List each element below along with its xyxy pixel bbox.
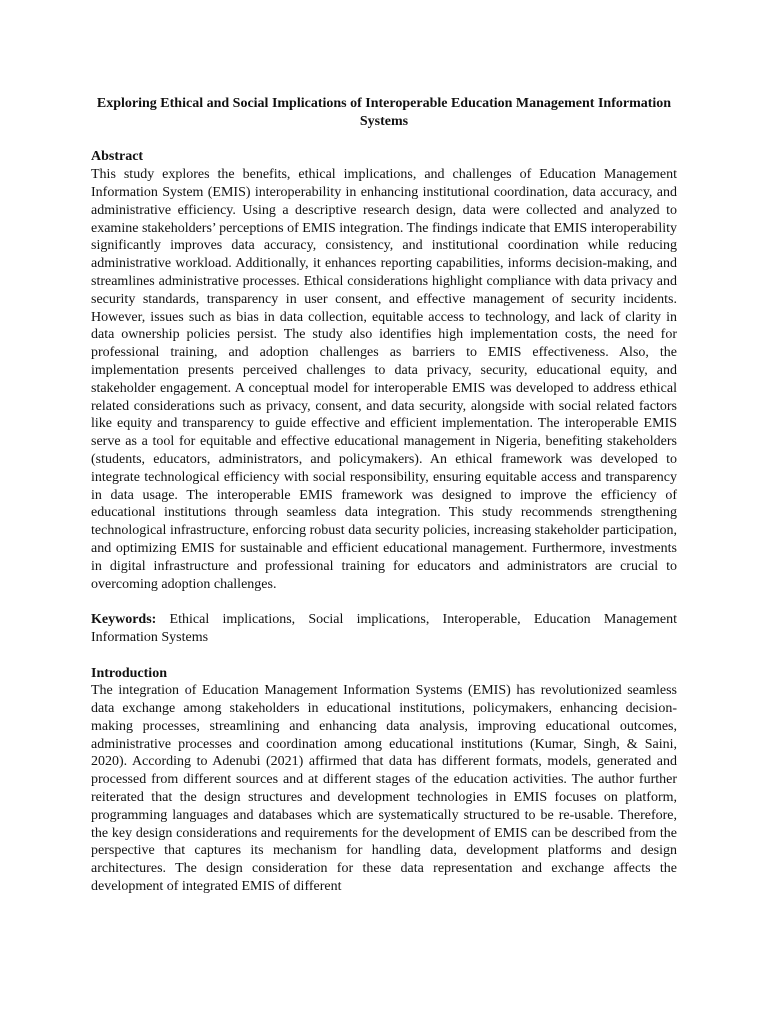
abstract-heading: Abstract: [91, 149, 144, 165]
spacer: [91, 593, 677, 611]
introduction-paragraph: The integration of Education Management Information Systems (EMIS) has revolutionized seamless data exchange among stakeholders in educational institutions, policymakers, enhancing decision-making processes, streamlining and enhancing data analysis, improving educational outcomes, administrative processes and coordination among educational institutions (Kumar, Singh, & Saini, 2020). According to Adenubi (2021) affirmed that data has different formats, models, generated and processed from different sources and at different stages of the education activities. The author further reiterated that the design structures and development technologies in EMIS focuses on platform, programming languages and databases which are systematically structured to be re-usable. Therefore, the key design considerations and requirements for the development of EMIS can be described from the perspective that captures its mechanism for handling data, development platforms and design architectures. The design consideration for these data representation and exchange affects the development of integrated EMIS of different: [91, 683, 677, 895]
keywords-list: Ethical implications, Social implications, Interoperable, Education Management Information Systems: [91, 612, 677, 645]
spacer: [91, 647, 677, 665]
abstract-paragraph: This study explores the benefits, ethical implications, and challenges of Education Management Information System (EMIS) interoperability in enhancing institutional coordination, data accuracy, and administrative efficiency. Using a descriptive research design, data were collected and analyzed to examine stakeholders’ perceptions of EMIS integration. The findings indicate that EMIS interoperability significantly improves data accuracy, consistency, and institutional coordination while reducing administrative workload. Additionally, it enhances reporting capabilities, informs decision-making, and streamlines administrative processes. Ethical considerations highlight compliance with data privacy and security standards, transparency in user consent, and effective management of security incidents. However, issues such as bias in data collection, equitable access to technology, and lack of clarity in data ownership policies persist. The study also identifies high implementation costs, the need for professional training, and adoption challenges as barriers to EMIS effectiveness. Also, the implementation presents perceived challenges to data privacy, security, educational equity, and stakeholder engagement. A conceptual model for interoperable EMIS was developed to address ethical related considerations such as privacy, consent, and data security, alongside with social related factors like equity and transparency to guide effective and efficient implementation. The interoperable EMIS serve as a tool for equitable and effective educational management in Nigeria, benefiting stakeholders (students, educators, administrators, and policymakers). An ethical framework was developed to integrate technological efficiency with social responsibility, ensuring equitable access and transparency in data usage. The interoperable EMIS framework was designed to improve the efficiency of educational institutions through seamless data integration. This study recommends strengthening technological infrastructure, enforcing robust data security policies, increasing stakeholder participation, and optimizing EMIS for sustainable and efficient educational management. Furthermore, investments in digital infrastructure and professional training for educators and administrators are crucial to overcoming adoption challenges.: [91, 167, 677, 592]
document-body: [91, 95, 677, 896]
keywords-label: Keywords:: [91, 612, 157, 628]
introduction-heading: Introduction: [91, 665, 167, 681]
keywords-paragraph: [91, 611, 677, 647]
paper-title: Exploring Ethical and Social Implications of Interoperable Education Management Information Systems: [96, 96, 672, 129]
